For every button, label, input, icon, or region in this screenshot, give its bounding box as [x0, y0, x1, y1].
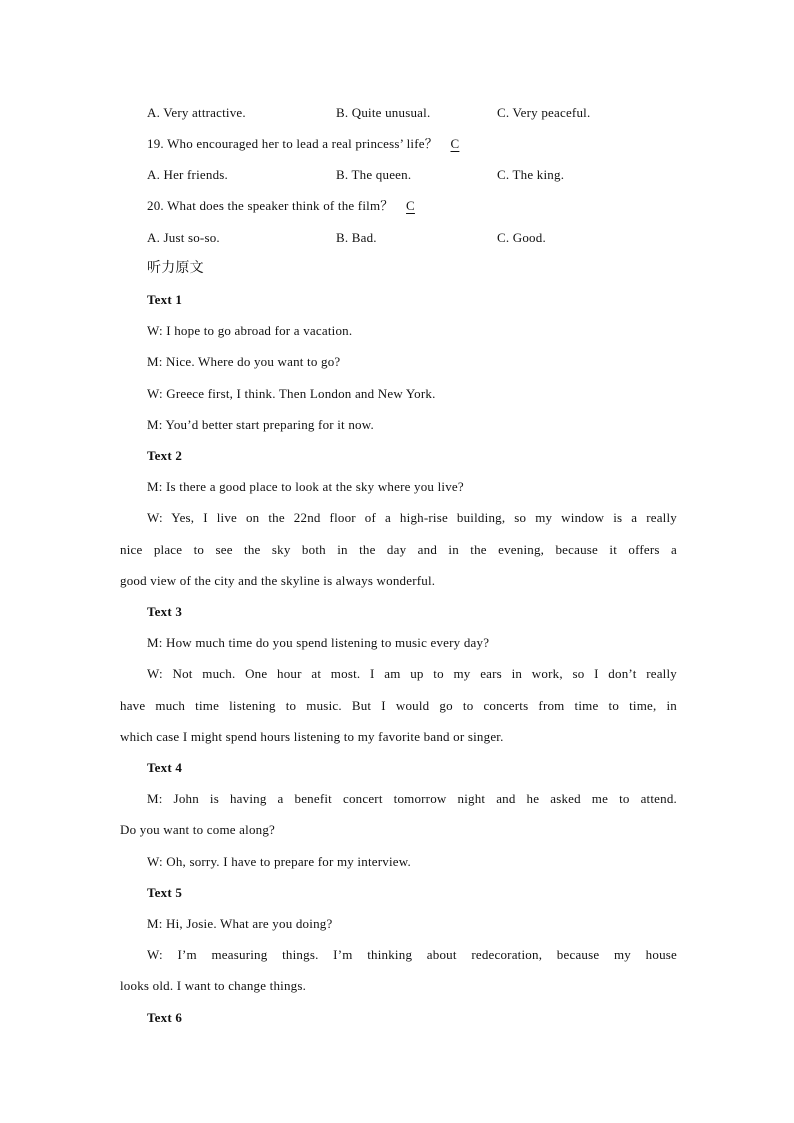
text-4-line-1b: Do you want to come along? [120, 822, 276, 837]
transcript-heading: 听力原文 [147, 260, 204, 276]
q20-option-b: B. Bad. [336, 230, 377, 245]
q18-option-b: B. Quite unusual. [336, 105, 431, 120]
text-5-line-1: M: Hi, Josie. What are you doing? [147, 916, 333, 931]
q20-question-line [147, 198, 427, 214]
text-2-line-1: M: Is there a good place to look at the sky where you live? [147, 479, 464, 494]
q19-option-b: B. The queen. [336, 167, 412, 182]
text-5-line-2b: looks old. I want to change things. [120, 978, 307, 993]
text-3-line-1: M: How much time do you spend listening to music every day? [147, 635, 490, 650]
text-1-line-3: W: Greece first, I think. Then London and New York. [147, 386, 436, 401]
q19-answer: C [450, 136, 460, 151]
text-2-title: Text 2 [147, 448, 183, 463]
q20-option-a: A. Just so-so. [147, 230, 220, 245]
text-3-line-2a: W: Not much. One hour at most. I am up to my ears in work, so I don’t really [147, 666, 677, 681]
text-3-title: Text 3 [147, 604, 183, 619]
text-2-line-2b: nice place to see the sky both in the day and in the evening, because it offers a [120, 542, 677, 557]
q19-option-c: C. The king. [497, 167, 565, 182]
text-5-line-2a: W: I’m measuring things. I’m thinking about redecoration, because my house [147, 947, 677, 962]
text-2-line-2a: W: Yes, I live on the 22nd floor of a high-rise building, so my window is a really [147, 510, 677, 525]
text-4-line-1a: M: John is having a benefit concert tomorrow night and he asked me to attend. [147, 791, 677, 806]
q18-option-c: C. Very peaceful. [497, 105, 591, 120]
q20-option-c: C. Good. [497, 230, 546, 245]
text-3-line-2b: have much time listening to music. But I would go to concerts from time to time, in [120, 698, 677, 713]
q20-question: 20. What does the speaker think of the film？ [147, 198, 394, 213]
text-1-line-4: M: You’d better start preparing for it now. [147, 417, 374, 432]
q19-question-line [147, 136, 472, 152]
text-6-title: Text 6 [147, 1010, 183, 1025]
text-5-title: Text 5 [147, 885, 183, 900]
q20-answer: C [406, 198, 415, 213]
text-3-line-2c: which case I might spend hours listening to my favorite band or singer. [120, 729, 504, 744]
q19-question: 19. Who encouraged her to lead a real princess’ life？ [147, 136, 438, 151]
q18-option-a: A. Very attractive. [147, 105, 246, 120]
text-4-line-2: W: Oh, sorry. I have to prepare for my interview. [147, 854, 411, 869]
text-1-line-1: W: I hope to go abroad for a vacation. [147, 323, 353, 338]
text-4-title: Text 4 [147, 760, 183, 775]
text-1-title: Text 1 [147, 292, 183, 307]
text-2-line-2c: good view of the city and the skyline is always wonderful. [120, 573, 436, 588]
q19-option-a: A. Her friends. [147, 167, 228, 182]
text-1-line-2: M: Nice. Where do you want to go? [147, 354, 341, 369]
